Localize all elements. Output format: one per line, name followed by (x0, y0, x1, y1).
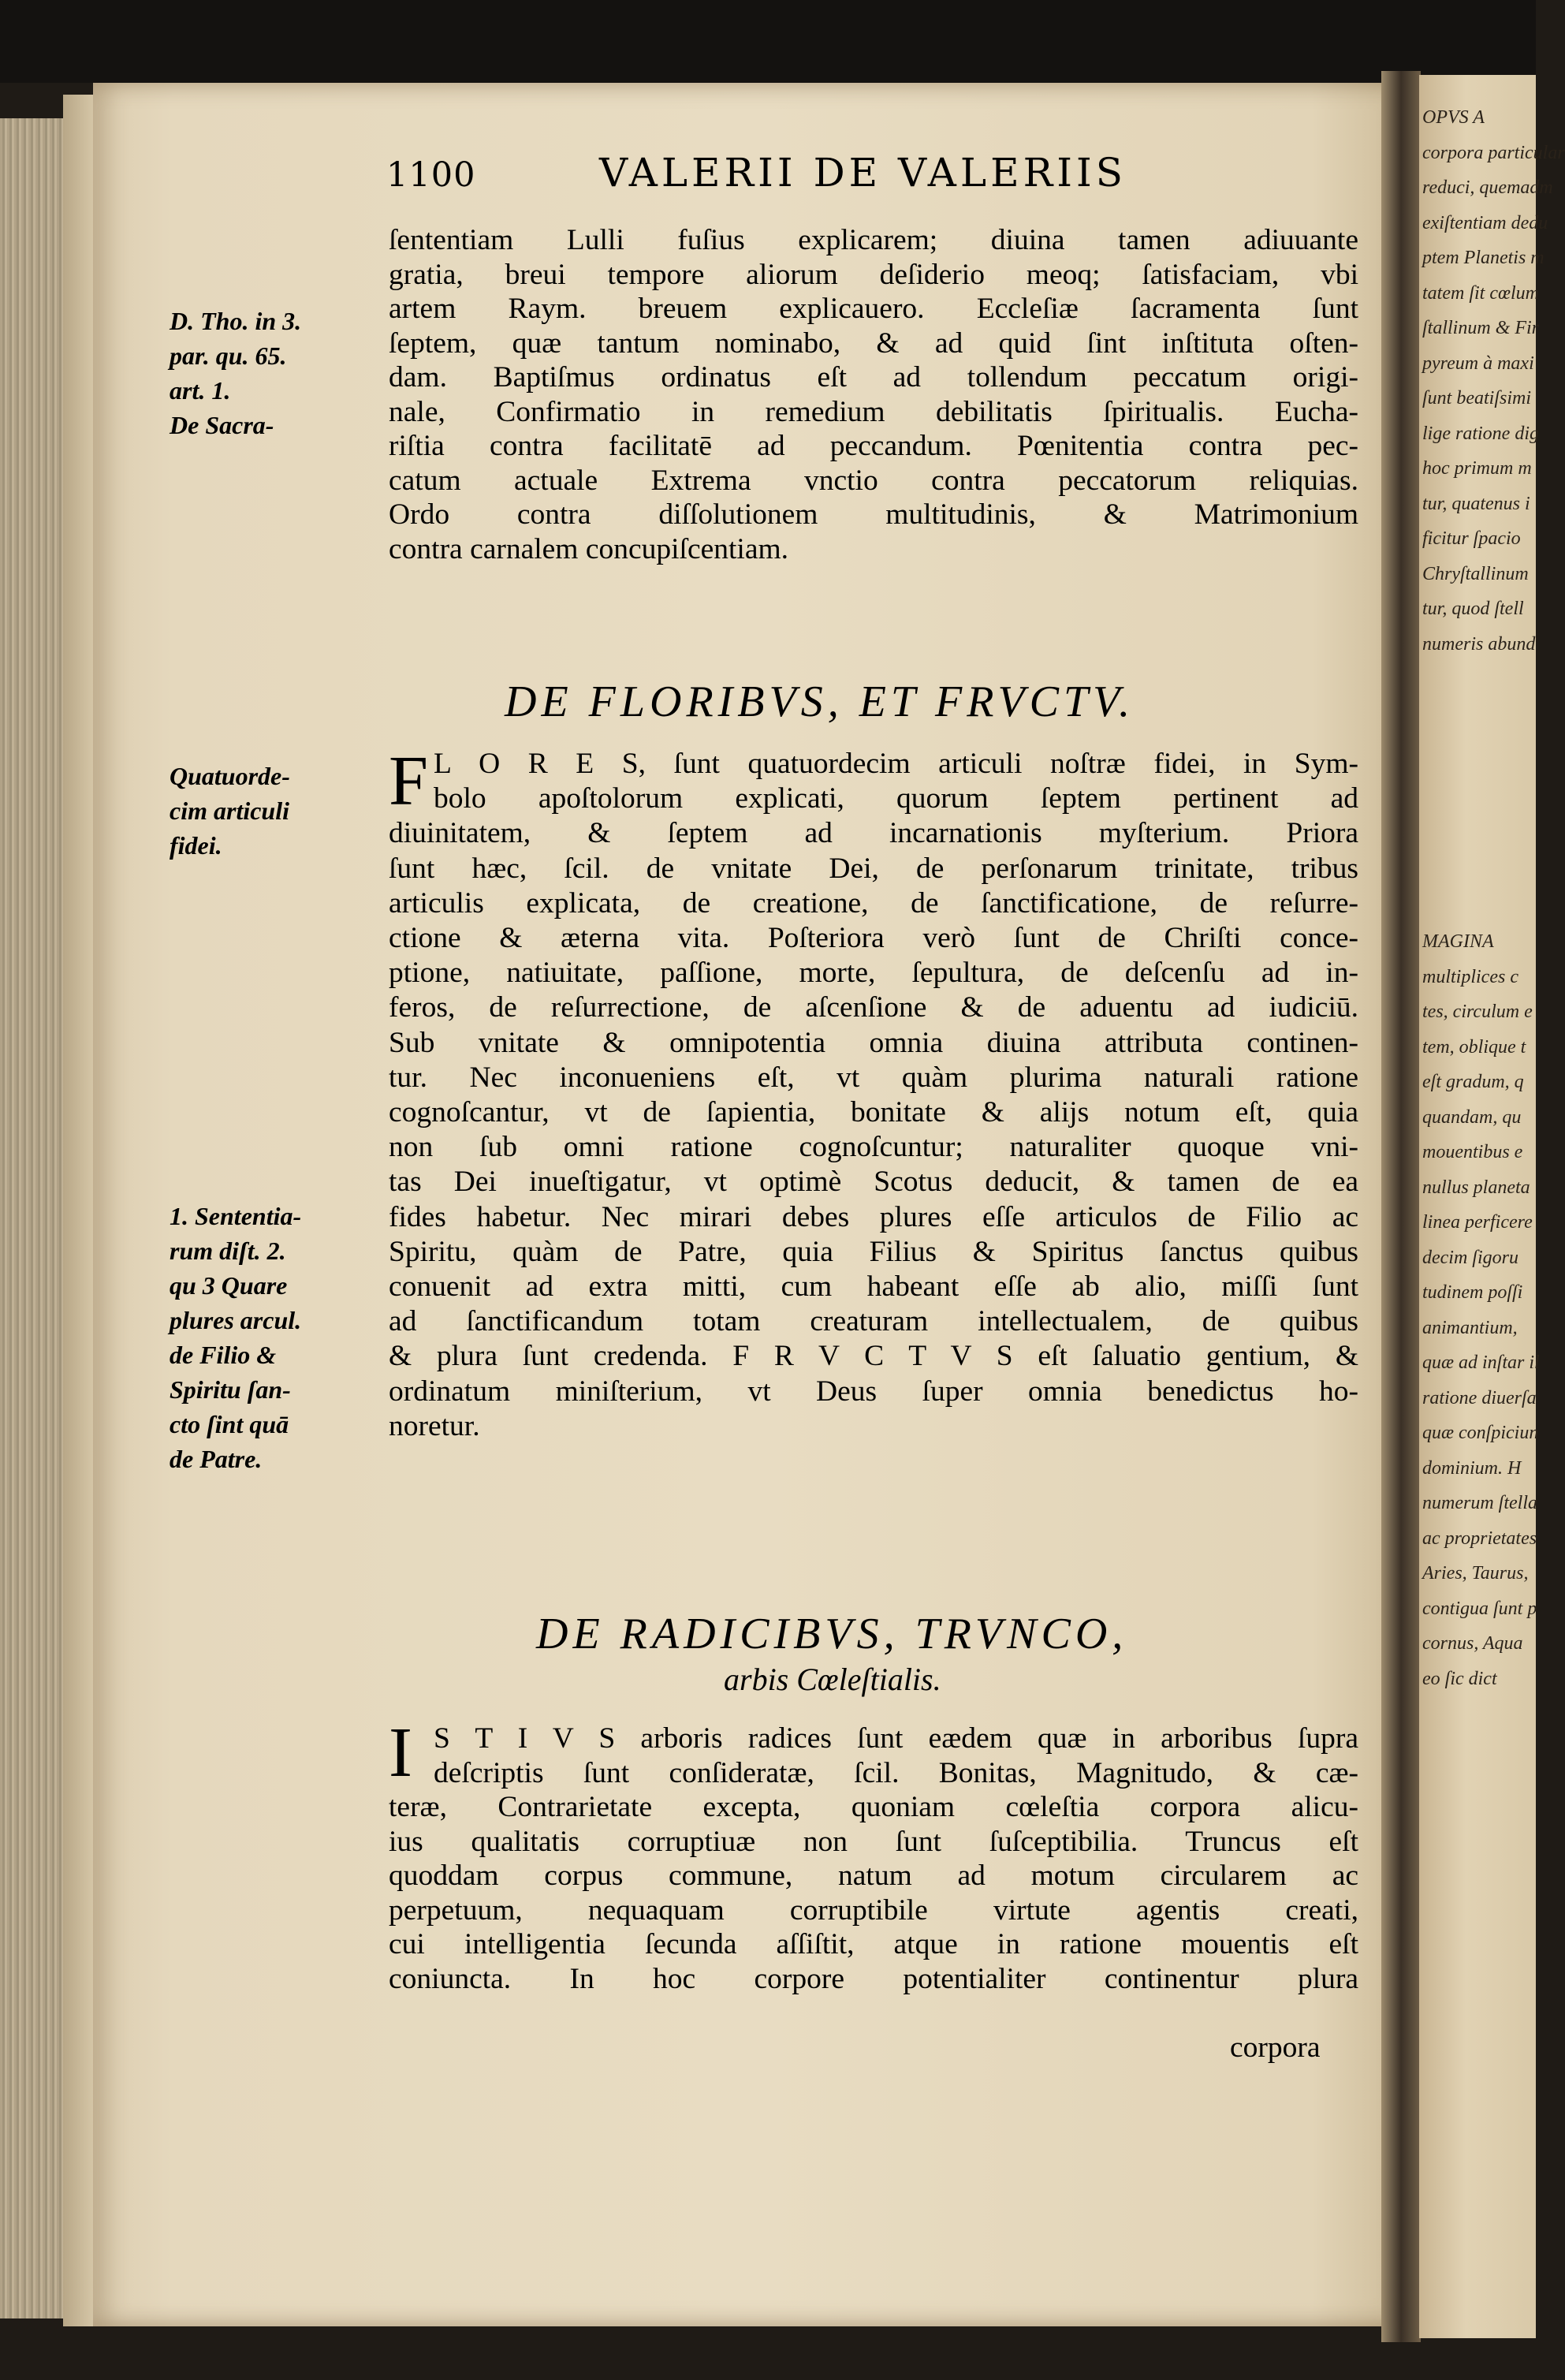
text-line: quoddam corpus commune, natum ad motum circularem ac (389, 1860, 1358, 1892)
margin-note-line: Spiritu ſan- (170, 1375, 291, 1404)
right-page-line: eo ſic dict (1422, 1668, 1497, 1689)
drop-initial-i: I (389, 1714, 412, 1792)
right-page-line: quandam, qu (1422, 1106, 1522, 1128)
right-page-line: ac proprietates (1422, 1528, 1537, 1549)
text-line: L O R E S, ſunt quatuordecim articuli noſtræ fidei, in Sym- (434, 748, 1358, 780)
margin-note-line: de Patre. (170, 1445, 263, 1473)
margin-note-line: de Filio & (170, 1341, 277, 1369)
margin-note-line: plures arcul. (170, 1306, 302, 1334)
text-line: Spiritu, quàm de Patre, quia Filius & Spiritus ſanctus quibus (389, 1235, 1358, 1268)
running-head: VALERII DE VALERIIS (599, 150, 1127, 196)
text-line: fides habetur. Nec mirari debes plures eſſe articulos de Filio ac (389, 1200, 1358, 1233)
right-page-line: Chryſtallinum (1422, 563, 1529, 584)
catchword: corpora (1230, 2031, 1321, 2064)
text-line: artem Raym. breuem explicauero. Eccleſiæ ſacramenta ſunt (389, 293, 1358, 325)
text-line: perpetuum, nequaquam corruptibile virtute agentis creati, (389, 1893, 1358, 1927)
text-line: ſententiam Lulli fuſius explicarem; diuina tamen adiuuante (389, 224, 1358, 256)
right-page-line: contigua ſunt p (1422, 1598, 1537, 1619)
text-line: ius qualitatis corruptiuæ non ſunt ſuſceptibilia. Truncus eſt (389, 1825, 1358, 1858)
book-gutter (1381, 71, 1421, 2342)
right-page-line: OPVS A (1422, 107, 1485, 128)
right-page-line: decim ſigoru (1422, 1247, 1518, 1268)
text-line: contra carnalem concupiſcentiam. (389, 532, 789, 565)
text-line: dam. Baptiſmus ordinatus eſt ad tollendum peccatum origi- (389, 361, 1358, 394)
section-heading-flores: DE FLORIBVS, ET FRVCTV. (505, 677, 1135, 726)
book-page-edges (0, 118, 63, 2318)
drop-initial-f: F (389, 742, 429, 820)
margin-note-line: par. qu. 65. (170, 341, 287, 370)
right-page-line: ptem Planetis m (1422, 248, 1545, 268)
right-page-line: tem, oblique t (1422, 1036, 1526, 1058)
text-line: ſunt hæc, ſcil. de vnitate Dei, de perſonarum trinitate, tribus (389, 852, 1358, 885)
right-page-line: numerum ſtella (1422, 1493, 1537, 1513)
right-page-line: mouentibus e (1422, 1142, 1523, 1162)
right-page-line: tatem ſit cœlum (1422, 282, 1539, 304)
margin-note-line: D. Tho. in 3. (170, 307, 302, 335)
right-page-line: MAGINA (1422, 931, 1494, 952)
text-line: deſcriptis ſunt conſideratæ, ſcil. Bonitas, Magnitudo, & cæ- (434, 1756, 1358, 1789)
text-line: S T I V S arboris radices ſunt eædem quæ in arboribus ſupra (434, 1722, 1358, 1755)
right-page-line: numeris abund (1422, 633, 1536, 655)
margin-note-line: cto ſint quā (170, 1410, 289, 1438)
margin-note-line: qu 3 Quare (170, 1271, 288, 1300)
margin-note-line: art. 1. (170, 376, 231, 405)
margin-note-line: fidei. (170, 831, 222, 860)
right-page-line: nullus planeta (1422, 1177, 1530, 1198)
right-page-line: corpora particular (1422, 142, 1565, 163)
right-page-line: ficitur ſpacio (1422, 528, 1521, 549)
text-line: Sub vnitate & omnipotentia omnia diuina attributa continen- (389, 1026, 1358, 1059)
text-line: ctione & æterna vita. Poſteriora verò ſunt de Chriſti conce- (389, 922, 1358, 954)
right-page-line: ſunt beatiſsimi (1422, 388, 1531, 408)
text-line: & plura ſunt credenda. F R V C T V S eſt ſaluatio gentium, & (389, 1340, 1358, 1373)
right-page-line: ratione diuerſa (1422, 1387, 1537, 1408)
text-line: ad ſanctificandum totam creaturam intellectualem, de quibus (389, 1305, 1358, 1338)
margin-note-line: Quatuorde- (170, 762, 290, 790)
text-line: conuenit ad extra mitti, cum habeant eſſe ab alio, miſſi ſunt (389, 1270, 1358, 1303)
right-page-line: Aries, Taurus, (1422, 1563, 1529, 1584)
text-line: bolo apoſtolorum explicati, quorum ſeptem pertinent ad (434, 782, 1358, 815)
text-line: Ordo contra diſſolutionem multitudinis, & Matrimonium (389, 498, 1358, 531)
right-page-line: exiſtentiam dedu (1422, 212, 1548, 233)
margin-note-line: 1. Sententia- (170, 1202, 302, 1230)
right-page-line: quæ ad inſtar il (1422, 1352, 1540, 1373)
right-page-line: ſtallinum & Fir (1422, 318, 1540, 338)
text-line: catum actuale Extrema vnctio contra peccatorum reliquias. (389, 464, 1358, 497)
text-line: articulis explicata, de creatione, de ſanctificatione, de reſurre- (389, 886, 1358, 920)
text-line: feros, de reſurrectione, de aſcenſione & de aduentu ad iudiciū. (389, 991, 1358, 1024)
text-line: diuinitatem, & ſeptem ad incarnationis myſterium. Priora (389, 817, 1358, 850)
text-line: tas Dei inueſtigatur, vt optimè Scotus deducit, & tamen de ea (389, 1166, 1358, 1199)
right-page-line: multiplices c (1422, 966, 1518, 987)
right-page-line: tes, circulum e (1422, 1002, 1533, 1022)
right-page-line: cornus, Aqua (1422, 1633, 1523, 1654)
right-page-line: tudinem poſſi (1422, 1282, 1523, 1303)
text-line: noretur. (389, 1409, 480, 1442)
margin-note-line: De Sacra- (170, 411, 274, 439)
right-page-line: reduci, quemadm (1422, 177, 1553, 198)
text-line: tur. Nec inconueniens eſt, vt quàm plurima naturali ratione (389, 1061, 1358, 1094)
right-page-line: tur, quod ſtell (1422, 599, 1524, 619)
text-line: gratia, breui tempore aliorum deſiderio meoq; ſatisfaciam, vbi (389, 258, 1358, 291)
text-line: riſtia contra facilitatē ad peccandum. Pœnitentia contra pec- (389, 430, 1358, 462)
text-line: cui intelligentia ſecunda aſſiſtit, atque in ratione mouentis eſt (389, 1928, 1358, 1960)
page-number: 1100 (386, 155, 476, 195)
book-page-edges-inner (63, 95, 95, 2326)
right-page-line: pyreum à maxi (1422, 353, 1534, 374)
right-page-line: dominium. H (1422, 1457, 1522, 1479)
text-line: ſeptem, quæ tantum nominabo, & ad quid ſint inſtituta oſten- (389, 326, 1358, 360)
text-line: non ſub omni ratione cognoſcuntur; naturaliter quoque vni- (389, 1131, 1358, 1164)
section-subheading: arbis Cœleſtialis. (724, 1662, 941, 1697)
scan-background-top (0, 0, 1536, 83)
margin-note-line: rum diſt. 2. (170, 1237, 286, 1265)
margin-note-line: cim articuli (170, 796, 289, 825)
text-line: coniuncta. In hoc corpore potentialiter continentur plura (389, 1962, 1358, 1995)
text-line: ordinatum miniſterium, vt Deus ſuper omnia benedictus ho- (389, 1375, 1358, 1408)
right-page-line: lige ratione dig (1422, 423, 1539, 444)
right-page-line: eſt gradum, q (1422, 1072, 1524, 1092)
text-line: nale, Confirmatio in remedium debilitatis ſpiritualis. Eucha- (389, 395, 1358, 428)
right-page-line: hoc primum m (1422, 458, 1532, 479)
text-line: cognoſcantur, vt de ſapientia, bonitate & alijs notum eſt, quia (389, 1096, 1358, 1128)
right-page-line: tur, quatenus i (1422, 493, 1530, 514)
right-page-line: quæ conſpiciun (1422, 1423, 1539, 1443)
right-page-line: animantium, (1422, 1317, 1518, 1338)
right-page-line: linea perficere (1422, 1212, 1533, 1233)
section-heading-radices: DE RADICIBVS, TRVNCO, (536, 1610, 1128, 1658)
text-line: teræ, Contrarietate excepta, quoniam cœleſtia corpora alicu- (389, 1791, 1358, 1823)
text-line: ptione, natiuitate, paſſione, morte, ſepultura, de deſcenſu ad in- (389, 957, 1358, 990)
right-page-fragment (1419, 75, 1565, 2338)
